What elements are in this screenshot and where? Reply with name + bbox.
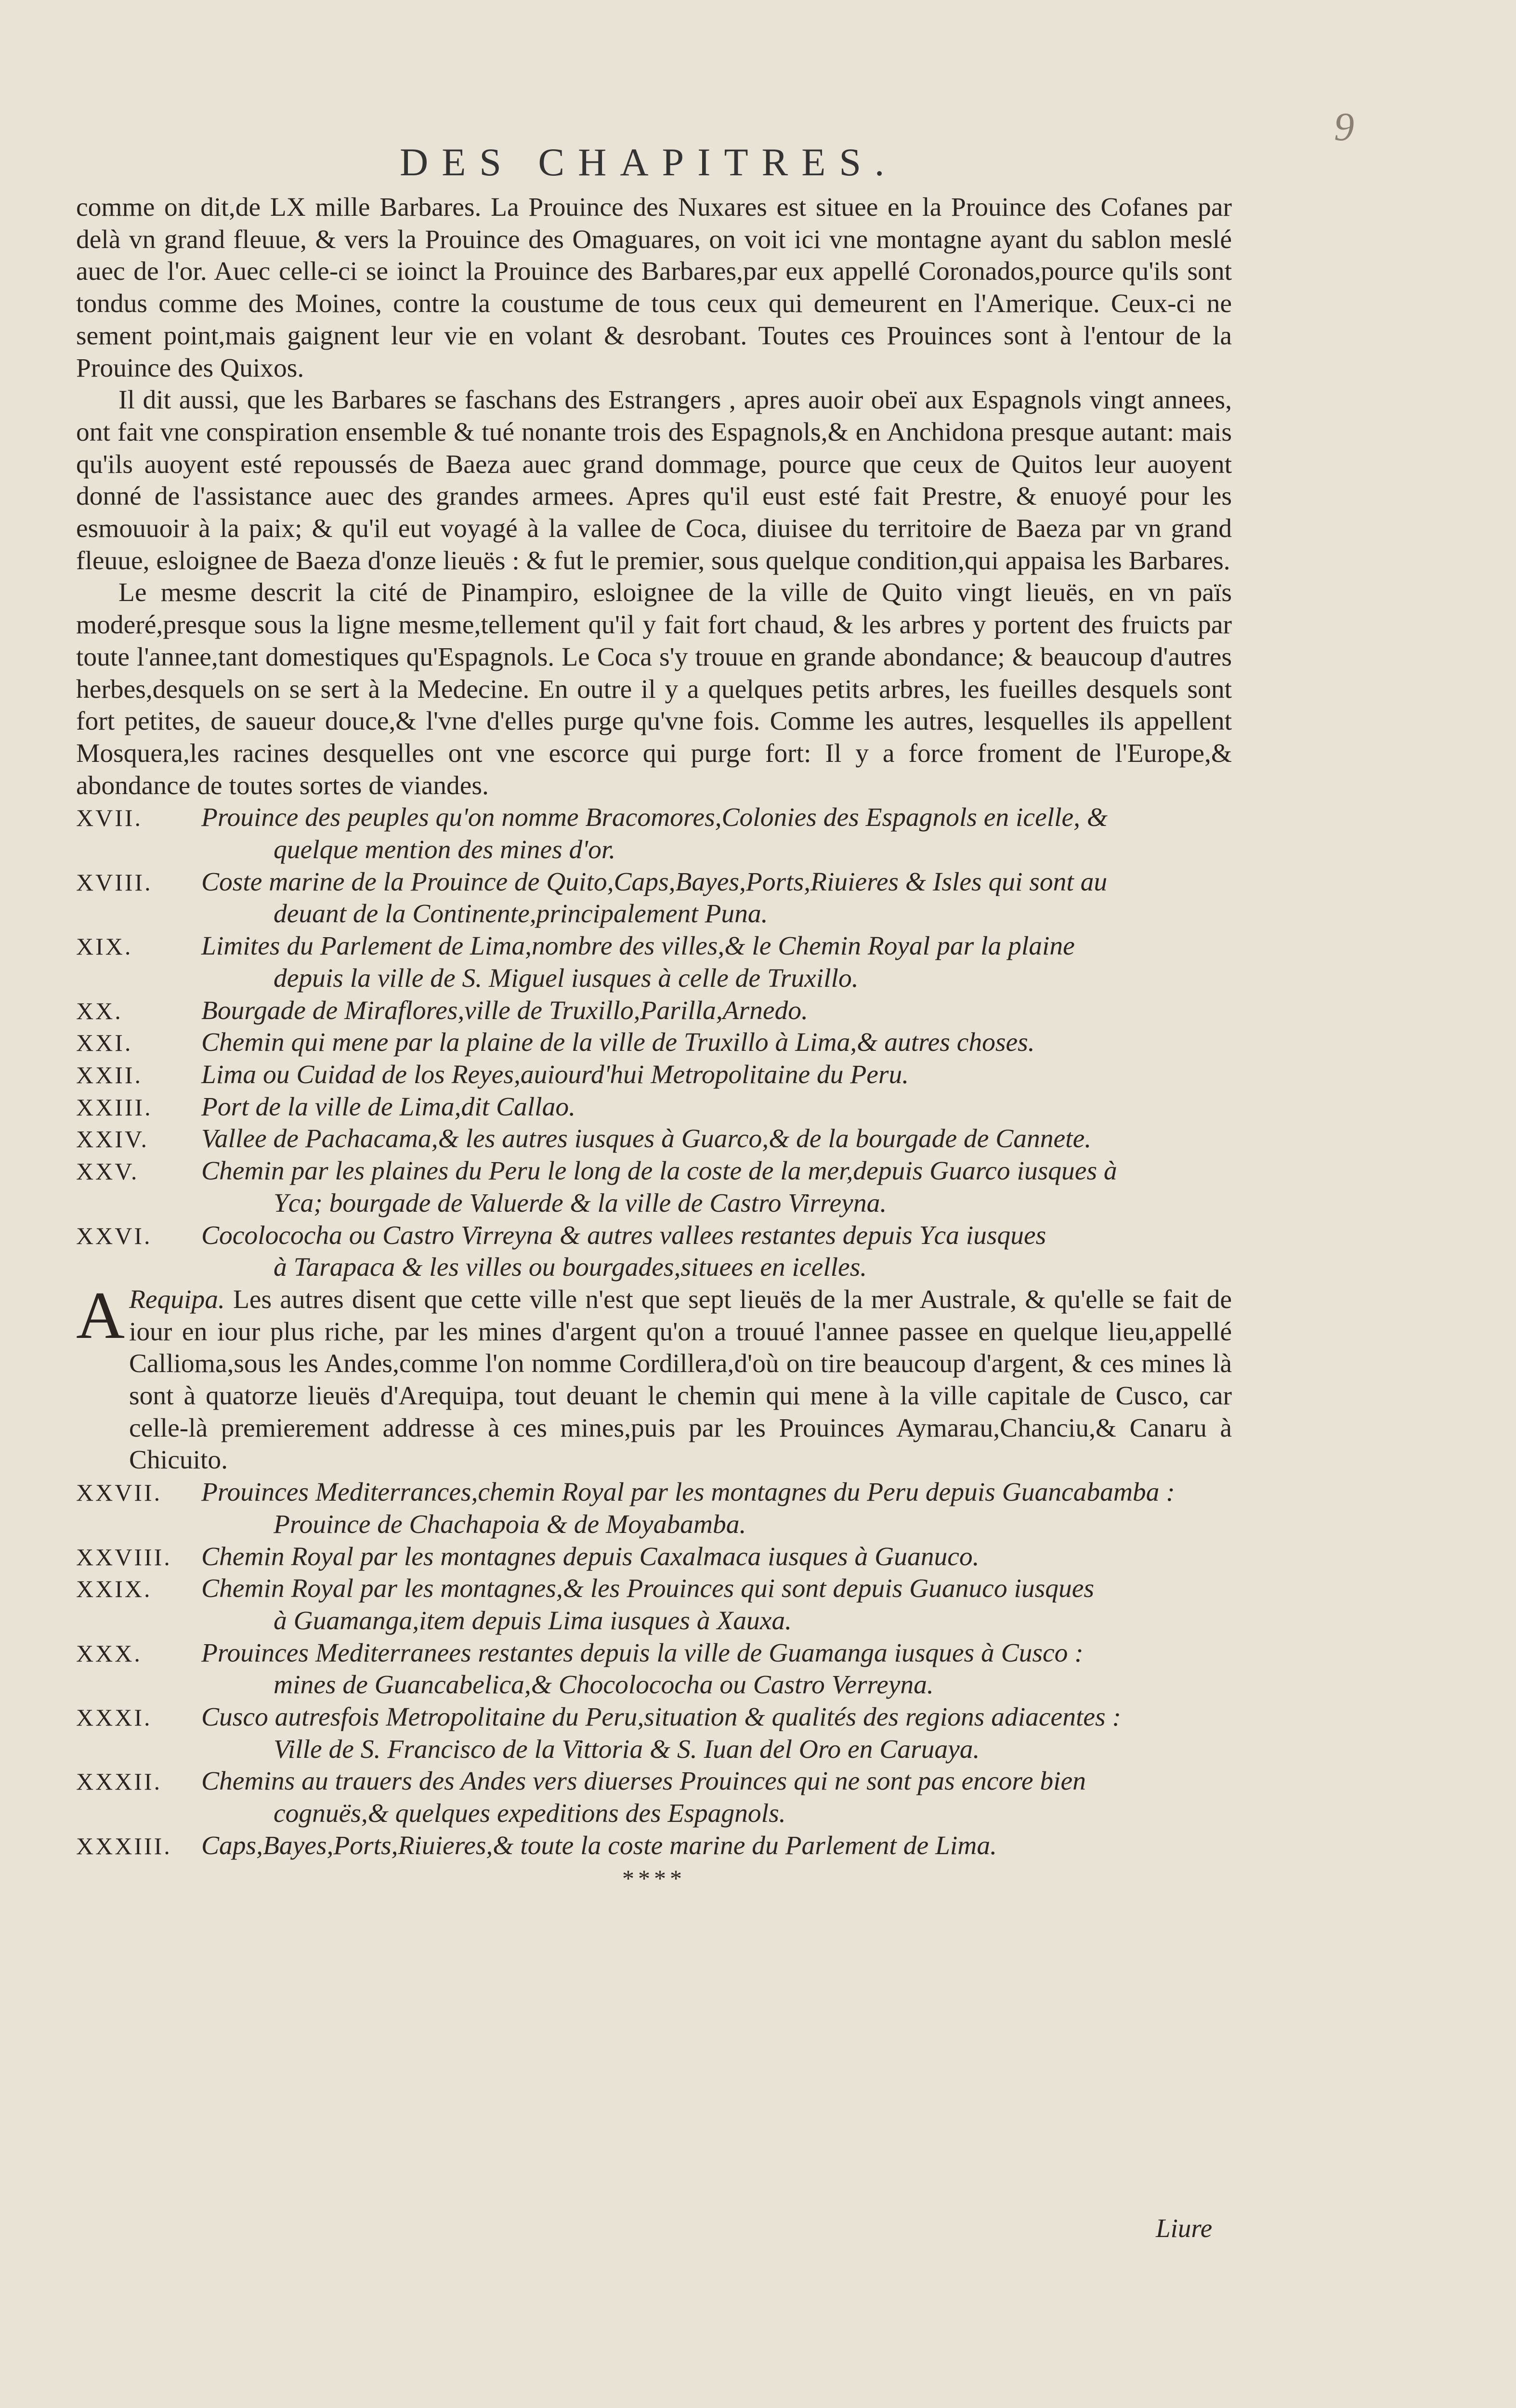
chapter-title: [201, 930, 1232, 995]
chapter-title: [201, 1091, 1232, 1124]
chapter-title-line1: Coste marine de la Prouince de Quito,Caps,Bayes,Ports,Riuieres & Isles qui sont au: [201, 867, 1108, 897]
chapter-number: XXVIII.: [76, 1543, 172, 1570]
chapter-title-line1: Cocolococha ou Castro Virreyna & autres vallees restantes depuis Yca iusques: [201, 1220, 1046, 1250]
chapter-title-line2: mines de Guancabelica,& Chocolococha ou Castro Verreyna.: [274, 1670, 934, 1700]
chapter-title: [201, 1573, 1232, 1637]
chapter-entry: [76, 1830, 1232, 1862]
chapter-entry: [76, 1220, 1232, 1284]
chapter-title-line1: Cusco autresfois Metropolitaine du Peru,situation & qualités des regions adiacentes :: [201, 1702, 1121, 1732]
chapter-title: [201, 1830, 1232, 1862]
chapter-title: [201, 1701, 1232, 1766]
chapter-entry: [76, 802, 1232, 866]
chapter-title-line2: Ville de S. Francisco de la Vittoria & S. Iuan del Oro en Caruaya.: [274, 1734, 980, 1764]
chapter-title: [201, 1059, 1232, 1091]
chapter-title-line2: cognuës,& quelques expeditions des Espagnols.: [274, 1799, 786, 1829]
chapter-entry: [76, 1477, 1232, 1541]
chapter-number: XIX.: [76, 933, 133, 960]
chapter-number: XVIII.: [76, 868, 153, 896]
folio-number: 9: [1334, 105, 1354, 149]
chapter-number: XXVI.: [76, 1222, 152, 1249]
chapter-title: [201, 1220, 1232, 1284]
chapter-title-line2: quelque mention des mines d'or.: [274, 835, 616, 865]
chapter-number: XXX.: [76, 1639, 142, 1667]
chapter-entry: [76, 1573, 1232, 1637]
chapter-number: XXIV.: [76, 1125, 149, 1153]
chapter-entry: [76, 1541, 1232, 1573]
chapter-title-line2: Prouince de Chachapoia & de Moyabamba.: [274, 1509, 746, 1539]
chapter-entry: [76, 1701, 1232, 1766]
chapter-title-line1: Vallee de Pachacama,& les autres iusques à Guarco,& de la bourgade de Cannete.: [201, 1124, 1092, 1154]
chapter-title: [201, 866, 1232, 930]
chapter-title-line1: Chemin par les plaines du Peru le long de la coste de la mer,depuis Guarco iusques à: [201, 1156, 1117, 1186]
chapter-title: [201, 802, 1232, 866]
chapter-title-line1: Bourgade de Miraflores,ville de Truxillo,Parilla,Arnedo.: [201, 995, 808, 1025]
chapter-number: XX.: [76, 997, 123, 1024]
chapter-entry: [76, 930, 1232, 995]
chapter-number: XXIX.: [76, 1575, 152, 1603]
chapter-title-line1: Chemin Royal par les montagnes,& les Prouinces qui sont depuis Guanuco iusques: [201, 1574, 1094, 1604]
chapter-title: [201, 1541, 1232, 1573]
chapter-number: XXVII.: [76, 1479, 162, 1506]
chapter-title-line1: Chemin qui mene par la plaine de la ville de Truxillo à Lima,& autres choses.: [201, 1028, 1035, 1058]
chapter-number: XXXIII.: [76, 1832, 172, 1859]
chapter-title-line2: depuis la ville de S. Miguel iusques à celle de Truxillo.: [274, 963, 859, 993]
chapter-number: XXII.: [76, 1061, 143, 1088]
chapter-entry: [76, 1766, 1232, 1830]
arequipa-text: Les autres disent que cette ville n'est que sept lieuës de la mer Australe, & qu'elle se fait de iour en iour plus riche, par les mines d'argent qu'on a trouué l'annee passee en quelque lieu,appellé Callioma,sous les Andes,comme l'on nomme Cordillera,d'où on tire beaucoup d'argent, & ces mines là sont à quatorze lieuës d'Arequipa, tout deuant le chemin qui mene à la ville capitale de Cusco, car celle-là premierement addresse à ces mines,puis par les Prouinces Aymarau,Chanciu,& Canaru à Chicuito.: [129, 1284, 1232, 1475]
chapter-title-line1: Caps,Bayes,Ports,Riuieres,& toute la coste marine du Parlement de Lima.: [201, 1831, 997, 1860]
chapter-title-line1: Lima ou Cuidad de los Reyes,auiourd'hui Metropolitaine du Peru.: [201, 1060, 909, 1089]
chapter-entry: [76, 1155, 1232, 1219]
chapter-title-line2: à Tarapaca & les villes ou bourgades,situees en icelles.: [274, 1253, 867, 1283]
page-body: [76, 192, 1232, 1894]
running-head: DES CHAPITRES.: [400, 140, 898, 184]
chapter-title-line1: Chemins au trauers des Andes vers diuerses Prouinces qui ne sont pas encore bien: [201, 1767, 1086, 1796]
chapter-number: XXXI.: [76, 1704, 152, 1731]
chapter-title-line1: Port de la ville de Lima,dit Callao.: [201, 1092, 575, 1122]
paragraph-2: Il dit aussi, que les Barbares se faschans des Estrangers , apres auoir obeï aux Espagnols vingt annees, ont fait vne conspiration ensemble & tué nonante trois des Espagnols,& en Anchidona presque autant: mais qu'ils auoyent esté repoussés de Baeza auec grand dommage, pource que ceux de Quitos leur auoyent donné de l'assistance auec des grandes armees. Apres qu'il eust esté fait Prestre, & enuoyé pour les esmouuoir à la paix; & qu'il eut voyagé à la vallee de Coca, diuisee du territoire de Baeza par vn grand fleuue, esloignee de Baeza d'onze lieuës : & fut le premier, sous quelque condition,qui appaisa les Barbares.: [76, 385, 1232, 576]
chapter-title: [201, 1155, 1232, 1219]
paragraph-3: Le mesme descrit la cité de Pinampiro, esloignee de la ville de Quito vingt lieuës, en vn païs moderé,presque sous la ligne mesme,tellement qu'il y fait fort chaud, & les arbres y portent des fruicts par toute l'annee,tant domestiques qu'Espagnols. Le Coca s'y trouue en grande abondance; & beaucoup d'autres herbes,desquels on se sert à la Medecine. En outre il y a quelques petits arbres, les fueilles desquels sont fort petites, de saueur douce,& l'vne d'elles purge qu'vne fois. Comme les autres, lesquelles ils appellent Mosquera,les racines desquelles ont vne escorce qui purge fort: Il y a force froment de l'Europe,& abondance de toutes sortes de viandes.: [76, 578, 1232, 800]
arequipa-paragraph: [76, 1278, 1232, 1477]
chapter-title: [201, 1766, 1232, 1830]
chapter-list-b: [76, 1477, 1232, 1862]
section-ornament: ****: [622, 1864, 686, 1892]
chapter-title-line1: Prouinces Mediterranees restantes depuis la ville de Guamanga iusques à Cusco :: [201, 1638, 1084, 1668]
chapter-entry: [76, 1027, 1232, 1059]
catchword: Liure: [1156, 2213, 1213, 2243]
chapter-number: XXV.: [76, 1158, 139, 1185]
chapter-title-line2: Yca; bourgade de Valuerde & la ville de Castro Virreyna.: [274, 1188, 887, 1218]
chapter-list-a: [76, 802, 1232, 1284]
paragraph-1: comme on dit,de LX mille Barbares. La Prouince des Nuxares est situee en la Prouince des Cofanes par delà vn grand fleuue, & vers la Prouince des Omaguares, on voit ici vne montagne ayant du sablon meslé auec de l'or. Auec celle-ci se ioinct la Prouince des Barbares,par eux appellé Coronados,pource qu'ils sont tondus comme des Moines, contre la coustume de tous ceux qui demeurent en l'Amerique. Ceux-ci ne sement point,mais gaignent leur vie en volant & desrobant. Toutes ces Prouinces sont à l'entour de la Prouince des Quixos.: [76, 193, 1232, 383]
chapter-title: [201, 1637, 1232, 1701]
chapter-title: [201, 995, 1232, 1027]
chapter-entry: [76, 866, 1232, 930]
chapter-title: [201, 1027, 1232, 1059]
chapter-number: XXI.: [76, 1029, 133, 1057]
chapter-entry: [76, 995, 1232, 1027]
chapter-entry: [76, 1123, 1232, 1155]
arequipa-title: Requipa.: [129, 1284, 225, 1314]
chapter-title-line1: Prouince des peuples qu'on nomme Bracomores,Colonies des Espagnols en icelle, &: [201, 803, 1108, 833]
chapter-title: [201, 1477, 1232, 1541]
chapter-number: XXXII.: [76, 1768, 162, 1795]
drop-cap: A: [76, 1278, 125, 1353]
chapter-title-line2: deuant de la Continente,principalement Puna.: [274, 899, 768, 929]
chapter-entry: [76, 1059, 1232, 1091]
chapter-number: XVII.: [76, 804, 143, 832]
chapter-title-line1: Prouinces Mediterrances,chemin Royal par les montagnes du Peru depuis Guancabamba :: [201, 1478, 1175, 1507]
chapter-title-line1: Limites du Parlement de Lima,nombre des villes,& le Chemin Royal par la plaine: [201, 931, 1075, 961]
chapter-number: XXIII.: [76, 1093, 153, 1121]
chapter-title-line2: à Guamanga,item depuis Lima iusques à Xauxa.: [274, 1606, 792, 1636]
chapter-title: [201, 1123, 1232, 1155]
chapter-entry: [76, 1091, 1232, 1124]
chapter-entry: [76, 1637, 1232, 1701]
chapter-title-line1: Chemin Royal par les montagnes depuis Caxalmaca iusques à Guanuco.: [201, 1542, 980, 1571]
